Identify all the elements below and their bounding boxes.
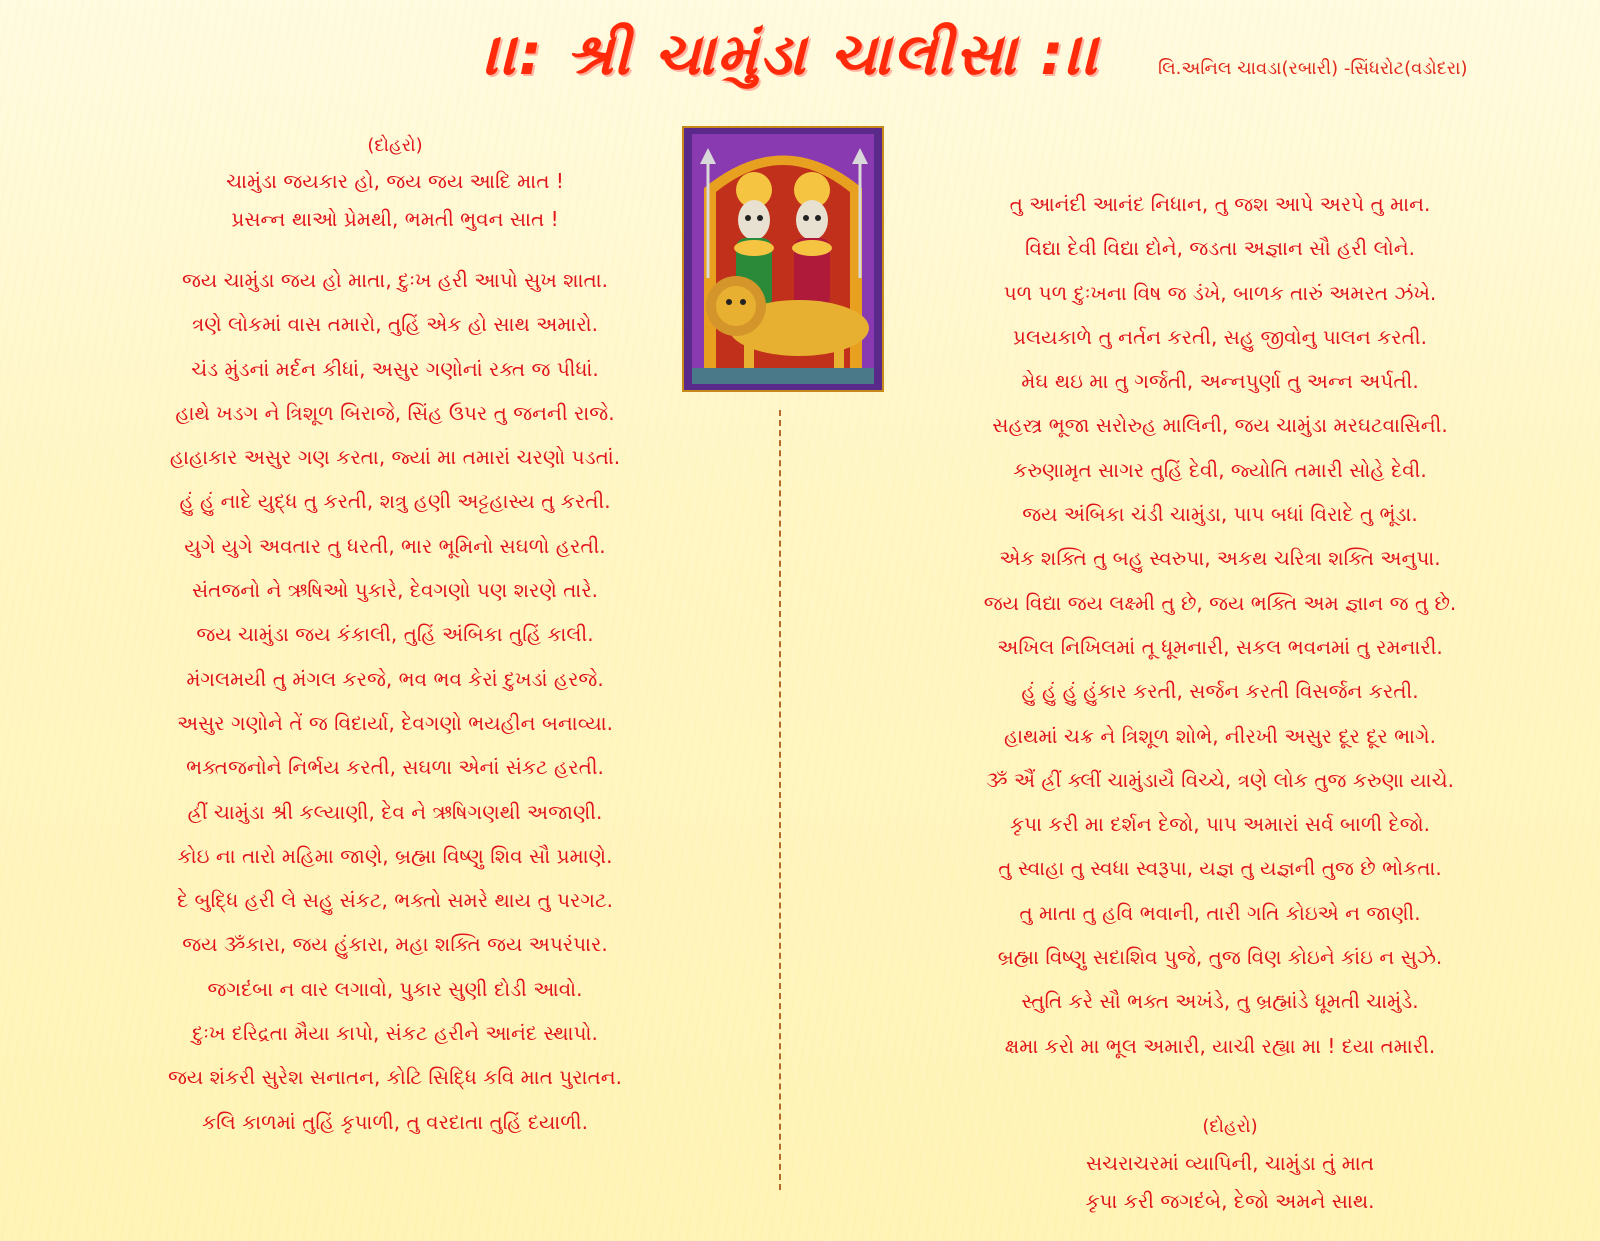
verse-line: સહસ્ત્ર ભૂજા સરોરુહ માલિની, જય ચામુંડા મરઘટવાસિની. [992,413,1448,438]
verse-line: યુગે યુગે અવતાર તુ ધરતી, ભાર ભૂમિનો સઘળો હરતી. [184,533,606,558]
verse-line: ચંડ મુંડનાં મર્દન કીધાં, અસુર ગણોનાં રક્ત જ પીધાં. [191,356,599,381]
verse-line: બ્રહ્મા વિષ્ણુ સદાશિવ પુજે, તુજ વિણ કોઇને કાંઇ ન સુઝે. [997,945,1443,970]
verse-line: હ્રીં ચામુંડા શ્રી કલ્યાણી, દેવ ને ઋષિગણથી અજાણી. [187,799,603,824]
verse-line: હું હું હું હુંકાર કરતી, સર્જન કરતી વિસર્જન કરતી. [1021,679,1419,704]
verse-line: સ્તુતિ કરે સૌ ભક્ત અખંડે, તુ બ્રહ્માંડે ધૂમતી ચામુંડે. [1021,989,1419,1014]
verse-line: ભક્તજનોને નિર્ભય કરતી, સઘળા એનાં સંકટ હરતી. [186,755,604,780]
author-credit: લિ.અનિલ ચાવડા(રબારી) -સિંધરોટ(વડોદરા) [1158,58,1468,79]
column-divider [779,410,781,1190]
verse-line: મેઘ થઇ મા તુ ગર્જતી, અન્નપુર્ણા તુ અન્ન અર્પતી. [1021,369,1419,394]
left-column [100,130,690,1144]
verse-line: એક શક્તિ તુ બહુ સ્વરુપા, અકથ ચરિત્રા શક્તિ અનુપા. [999,546,1441,571]
verse-line: મંગલમયી તુ મંગલ કરજે, ભવ ભવ કેરાં દુખડાં હરજે. [186,666,604,691]
verse-line: સંતજનો ને ઋષિઓ પુકારે, દેવગણો પણ શરણે તારે. [191,578,599,603]
verse-line: જય ૐકારા, જય હુંકારા, મહા શક્તિ જય અપરંપાર. [182,932,608,957]
chamunda-mata-illustration [684,128,882,390]
verse-line: કરુણામૃત સાગર તુહિં દેવી, જ્યોતિ તમારી સોહે દેવી. [1013,457,1427,482]
page-title: ।।: શ્રી ચામુંડા ચાલીસા :।। [483,20,1101,88]
verse-line: ૐ ઐં હ્રીં ક્લીં ચામુંડાયૈ વિચ્ચે, ત્રણે લોક તુજ કરુણા યાચે. [986,767,1454,792]
opening-doha-line: પ્રસન્ન થાઓ પ્રેમથી, ભમતી ભુવન સાત ! [231,207,559,231]
verse-line: વિદ્યા દેવી વિદ્યા દોને, જડતા અજ્ઞાન સૌ હરી લોને. [1024,236,1416,261]
verse-line: દુઃખ દરિદ્રતા મૈયા કાપો, સંકટ હરીને આનંદ સ્થાપો. [192,1021,598,1046]
verse-line: તુ સ્વાહા તુ સ્વધા સ્વરૂપા, યજ્ઞ તુ યજ્ઞની તુજ છે ભોકતા. [998,856,1442,881]
verse-line: કોઇ ના તારો મહિમા જાણે, બ્રહ્મા વિષ્ણુ શિવ સૌ પ્રમાણે. [177,843,613,868]
verse-line: જગદંબા ન વાર લગાવો, પુકાર સુણી દોડી આવો. [207,976,583,1001]
opening-doha-line: ચામુંડા જયકાર હો, જય જય આદિ માત ! [226,169,564,193]
verse-line: જય શંકરી સુરેશ સનાતન, કોટિ સિદ્ધિ કવિ માત પુરાતન. [167,1065,623,1090]
verse-line: ક્ષમા કરો મા ભૂલ અમારી, યાચી રહ્યા મા ! દયા તમારી. [1004,1033,1436,1058]
verse-line: પળ પળ દુઃખના વિષ જ ડંખે, બાળક તારું અમરત ઝંખે. [1003,280,1437,305]
deity-image [682,126,884,392]
verse-line: હું હું નાદે યુદ્ધ તુ કરતી, શત્રુ હણી અટ્ટહાસ્ય તુ કરતી. [179,489,611,514]
closing-doha-line: સચરાચરમાં વ્યાપિની, ચામુંડા તું માત [1085,1151,1375,1175]
opening-doha [100,130,690,238]
closing-doha-line: કૃપા કરી જગદંબે, દેજો અમને સાથ. [1085,1189,1375,1213]
right-column [895,182,1545,1068]
verse-line: અખિલ નિખિલમાં તૂ ધૂમનારી, સકલ ભવનમાં તુ રમનારી. [997,634,1443,659]
verse-line: અસુર ગણોને તેં જ વિદાર્યા, દેવગણો ભયહીન બનાવ્યા. [176,710,614,735]
verse-line: જય વિદ્યા જય લક્ષ્મી તુ છે, જય ભક્તિ અમ જ્ઞાન જ તુ છે. [983,590,1457,615]
verse-line: જય ચામુંડા જય હો માતા, દુઃખ હરી આપો સુખ શાતા. [181,268,608,292]
opening-doha-label: (દોહરો) [367,135,423,156]
verse-line: હાહાકાર અસુર ગણ કરતા, જ્યાં મા તમારાં ચરણો પડતાં. [169,445,621,470]
verse-line: હાથમાં ચક્ર ને ત્રિશૂળ શોભે, નીરખી અસુર દૂર દૂર ભાગે. [1004,723,1436,748]
verse-line: જય અંબિકા ચંડી ચામુંડા, પાપ બધાં વિરાદે તુ ભૂંડા. [1022,502,1418,527]
verse-line: તુ માતા તુ હવિ ભવાની, તારી ગતિ કોઇએ ન જાણી. [1019,900,1421,925]
verse-line: કૃપા કરી મા દર્શન દેજો, પાપ અમારાં સર્વ બાળી દેજો. [1010,812,1430,837]
verse-line: પ્રલયકાળે તુ નર્તન કરતી, સહુ જીવોનુ પાલન કરતી. [1013,324,1427,349]
verse-line: દે બુદ્ધિ હરી લે સહુ સંકટ, ભક્તો સમરે થાય તુ પરગટ. [177,888,613,913]
closing-doha [980,1110,1480,1220]
verse-line: જય ચામુંડા જય કંકાલી, તુહિં અંબિકા તુહિં કાલી. [196,622,594,647]
left-verses [100,258,690,1144]
verse-line: ત્રણે લોકમાં વાસ તમારો, તુહિં એક હો સાથ અમારો. [191,312,599,337]
verse-line: કલિ કાળમાં તુહિં કૃપાળી, તુ વરદાતા તુહિં દયાળી. [201,1109,589,1134]
closing-doha-label: (દોહરો) [1202,1116,1258,1137]
verse-line: તુ આનંદી આનંદ નિધાન, તુ જશ આપે અરપે તુ માન. [1009,192,1431,216]
verse-line: હાથે ખડગ ને ત્રિશૂળ બિરાજે, સિંહ ઉપર તુ જનની રાજે. [175,400,615,425]
